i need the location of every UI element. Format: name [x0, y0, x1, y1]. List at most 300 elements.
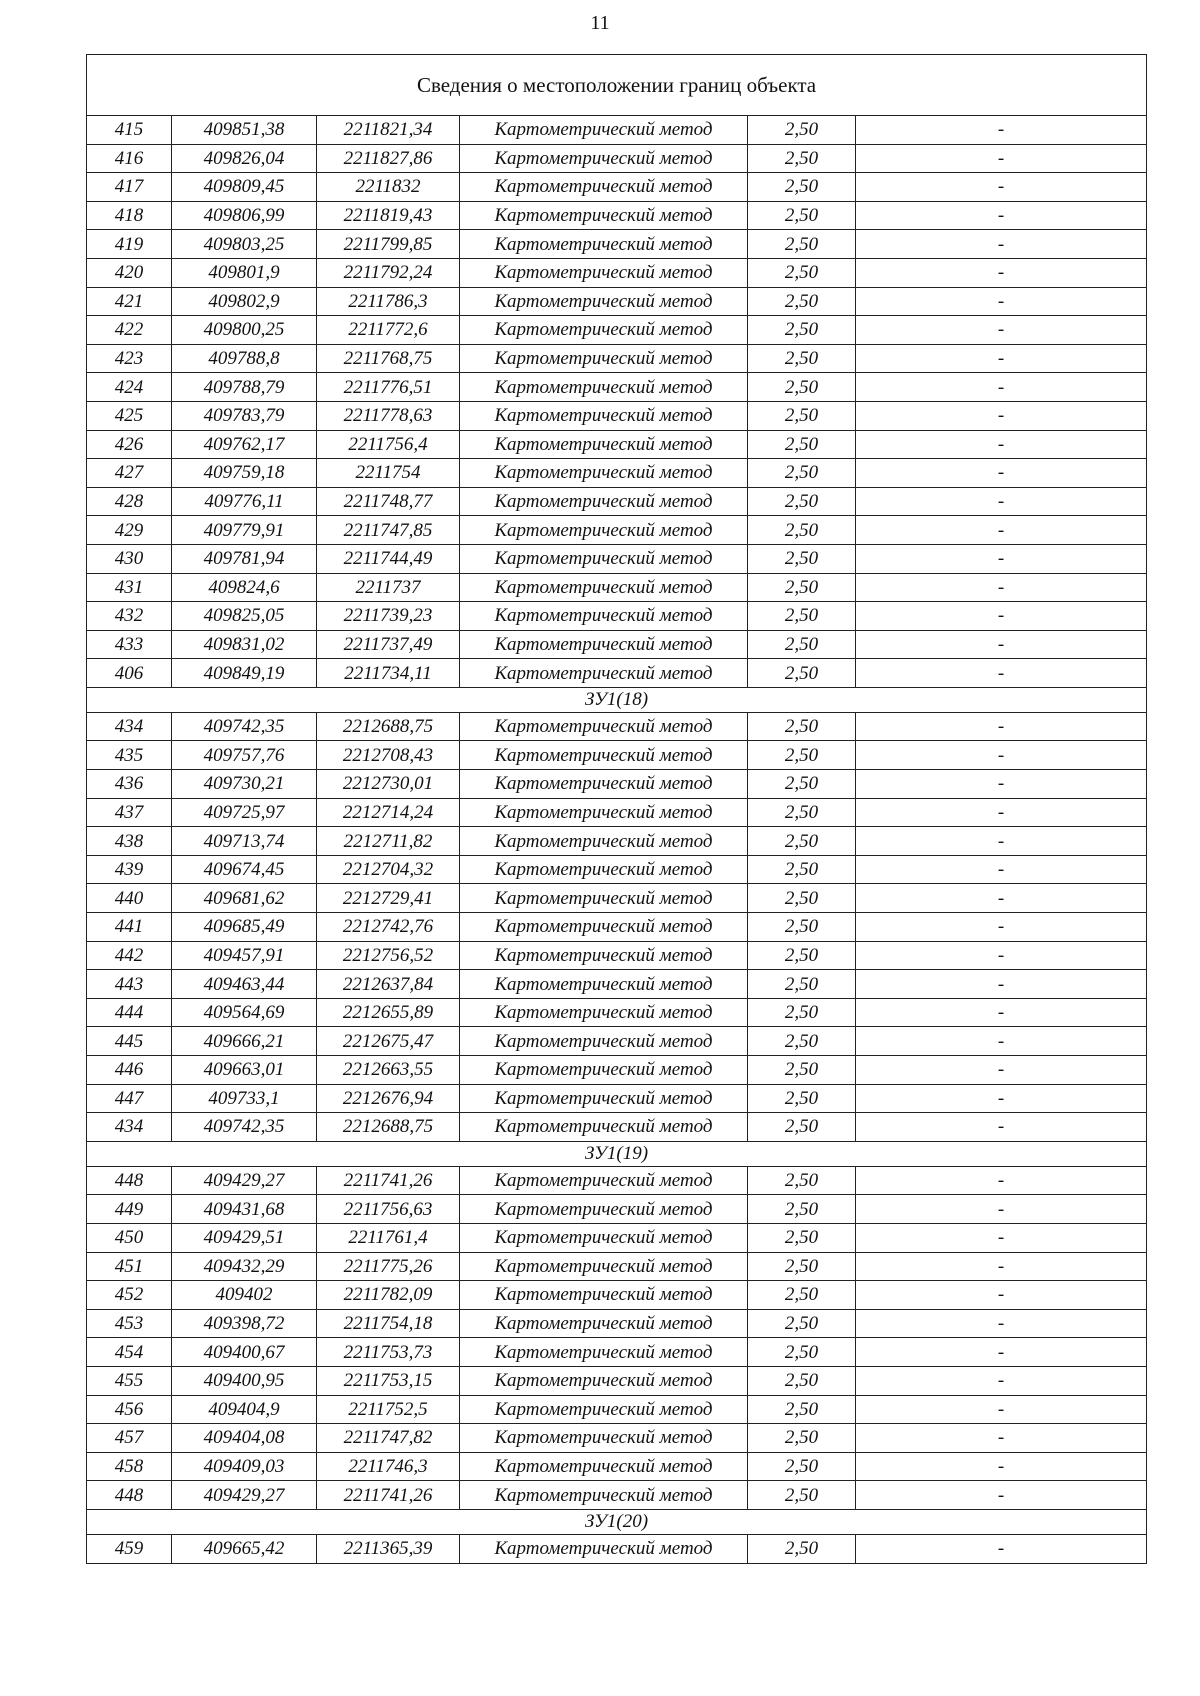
cell-method: Картометрический метод: [460, 770, 748, 799]
cell-point-number: 428: [87, 487, 172, 516]
cell-point-number: 443: [87, 970, 172, 999]
cell-accuracy: 2,50: [748, 516, 856, 545]
cell-method: Картометрический метод: [460, 998, 748, 1027]
cell-method: Картометрический метод: [460, 1534, 748, 1563]
table-row: [87, 884, 1147, 913]
table-row: [87, 1481, 1147, 1510]
cell-coordinate-y: 2212663,55: [317, 1056, 460, 1085]
table-row: [87, 544, 1147, 573]
cell-accuracy: 2,50: [748, 602, 856, 631]
table-row: [87, 1366, 1147, 1395]
cell-description: -: [856, 770, 1147, 799]
cell-accuracy: 2,50: [748, 401, 856, 430]
cell-coordinate-y: 2211747,85: [317, 516, 460, 545]
table-row: [87, 1252, 1147, 1281]
cell-method: Картометрический метод: [460, 1166, 748, 1195]
cell-coordinate-y: 2211821,34: [317, 116, 460, 145]
cell-accuracy: 2,50: [748, 1338, 856, 1367]
cell-point-number: 451: [87, 1252, 172, 1281]
cell-coordinate-y: 2211739,23: [317, 602, 460, 631]
cell-accuracy: 2,50: [748, 913, 856, 942]
table-row: [87, 712, 1147, 741]
cell-method: Картометрический метод: [460, 1424, 748, 1453]
cell-description: -: [856, 487, 1147, 516]
cell-coordinate-y: 2211761,4: [317, 1223, 460, 1252]
cell-point-number: 446: [87, 1056, 172, 1085]
cell-coordinate-x: 409849,19: [172, 659, 317, 688]
cell-point-number: 433: [87, 630, 172, 659]
cell-coordinate-y: 2211782,09: [317, 1281, 460, 1310]
cell-accuracy: 2,50: [748, 1395, 856, 1424]
cell-coordinate-y: 2212742,76: [317, 913, 460, 942]
cell-description: -: [856, 712, 1147, 741]
cell-coordinate-y: 2212688,75: [317, 712, 460, 741]
cell-description: -: [856, 798, 1147, 827]
cell-method: Картометрический метод: [460, 1481, 748, 1510]
cell-coordinate-y: 2211741,26: [317, 1166, 460, 1195]
cell-method: Картометрический метод: [460, 201, 748, 230]
cell-accuracy: 2,50: [748, 287, 856, 316]
cell-point-number: 453: [87, 1309, 172, 1338]
cell-description: -: [856, 1281, 1147, 1310]
cell-point-number: 441: [87, 913, 172, 942]
cell-description: -: [856, 459, 1147, 488]
table-row: [87, 116, 1147, 145]
cell-point-number: 454: [87, 1338, 172, 1367]
cell-method: Картометрический метод: [460, 630, 748, 659]
cell-accuracy: 2,50: [748, 1056, 856, 1085]
cell-method: Картометрический метод: [460, 1395, 748, 1424]
cell-coordinate-x: 409779,91: [172, 516, 317, 545]
cell-coordinate-x: 409730,21: [172, 770, 317, 799]
cell-method: Картометрический метод: [460, 884, 748, 913]
cell-method: Картометрический метод: [460, 258, 748, 287]
table-row: [87, 316, 1147, 345]
table-row: [87, 230, 1147, 259]
cell-point-number: 456: [87, 1395, 172, 1424]
cell-method: Картометрический метод: [460, 573, 748, 602]
cell-accuracy: 2,50: [748, 1481, 856, 1510]
cell-description: -: [856, 1084, 1147, 1113]
table-row: [87, 173, 1147, 202]
table-row: [87, 913, 1147, 942]
cell-method: Картометрический метод: [460, 602, 748, 631]
cell-method: Картометрический метод: [460, 516, 748, 545]
cell-method: Картометрический метод: [460, 970, 748, 999]
cell-coordinate-y: 2211778,63: [317, 401, 460, 430]
cell-point-number: 447: [87, 1084, 172, 1113]
cell-method: Картометрический метод: [460, 1084, 748, 1113]
cell-accuracy: 2,50: [748, 1366, 856, 1395]
cell-method: Картометрический метод: [460, 1281, 748, 1310]
cell-point-number: 452: [87, 1281, 172, 1310]
cell-method: Картометрический метод: [460, 1366, 748, 1395]
cell-coordinate-y: 2212729,41: [317, 884, 460, 913]
cell-description: -: [856, 201, 1147, 230]
cell-method: Картометрический метод: [460, 1309, 748, 1338]
table-row: [87, 659, 1147, 688]
cell-coordinate-y: 2212655,89: [317, 998, 460, 1027]
cell-coordinate-y: 2212675,47: [317, 1027, 460, 1056]
cell-description: -: [856, 344, 1147, 373]
table-row: [87, 741, 1147, 770]
cell-point-number: 427: [87, 459, 172, 488]
table-row: [87, 401, 1147, 430]
table-row: [87, 487, 1147, 516]
cell-method: Картометрический метод: [460, 1027, 748, 1056]
cell-method: Картометрический метод: [460, 430, 748, 459]
cell-point-number: 440: [87, 884, 172, 913]
cell-coordinate-x: 409463,44: [172, 970, 317, 999]
cell-coordinate-y: 2211754: [317, 459, 460, 488]
cell-coordinate-y: 2211827,86: [317, 144, 460, 173]
cell-description: -: [856, 827, 1147, 856]
cell-coordinate-y: 2211819,43: [317, 201, 460, 230]
cell-method: Картометрический метод: [460, 712, 748, 741]
cell-coordinate-x: 409824,6: [172, 573, 317, 602]
cell-accuracy: 2,50: [748, 373, 856, 402]
cell-description: -: [856, 1309, 1147, 1338]
cell-coordinate-y: 2211753,15: [317, 1366, 460, 1395]
cell-accuracy: 2,50: [748, 1309, 856, 1338]
cell-point-number: 422: [87, 316, 172, 345]
cell-coordinate-x: 409429,27: [172, 1166, 317, 1195]
table-row: [87, 970, 1147, 999]
cell-coordinate-x: 409404,08: [172, 1424, 317, 1453]
cell-coordinate-y: 2211753,73: [317, 1338, 460, 1367]
cell-coordinate-y: 2212714,24: [317, 798, 460, 827]
cell-coordinate-x: 409806,99: [172, 201, 317, 230]
section-label: ЗУ1(20): [87, 1509, 1147, 1534]
table-caption-row: [87, 55, 1147, 116]
cell-coordinate-y: 2211756,4: [317, 430, 460, 459]
cell-description: -: [856, 884, 1147, 913]
cell-coordinate-x: 409666,21: [172, 1027, 317, 1056]
cell-accuracy: 2,50: [748, 173, 856, 202]
cell-point-number: 425: [87, 401, 172, 430]
cell-accuracy: 2,50: [748, 1452, 856, 1481]
cell-accuracy: 2,50: [748, 1252, 856, 1281]
table-row: [87, 1281, 1147, 1310]
cell-coordinate-y: 2211775,26: [317, 1252, 460, 1281]
cell-coordinate-y: 2211792,24: [317, 258, 460, 287]
cell-coordinate-x: 409725,97: [172, 798, 317, 827]
table-row: [87, 770, 1147, 799]
cell-accuracy: 2,50: [748, 459, 856, 488]
cell-point-number: 416: [87, 144, 172, 173]
cell-accuracy: 2,50: [748, 1534, 856, 1563]
cell-description: -: [856, 602, 1147, 631]
cell-accuracy: 2,50: [748, 230, 856, 259]
cell-point-number: 436: [87, 770, 172, 799]
cell-description: -: [856, 373, 1147, 402]
table-row: [87, 630, 1147, 659]
cell-point-number: 458: [87, 1452, 172, 1481]
table-row: [87, 459, 1147, 488]
cell-accuracy: 2,50: [748, 430, 856, 459]
cell-coordinate-y: 2212730,01: [317, 770, 460, 799]
cell-method: Картометрический метод: [460, 941, 748, 970]
cell-coordinate-x: 409803,25: [172, 230, 317, 259]
cell-description: -: [856, 430, 1147, 459]
table-row: [87, 1195, 1147, 1224]
cell-coordinate-y: 2211365,39: [317, 1534, 460, 1563]
cell-accuracy: 2,50: [748, 1166, 856, 1195]
cell-point-number: 442: [87, 941, 172, 970]
cell-point-number: 429: [87, 516, 172, 545]
section-label: ЗУ1(19): [87, 1141, 1147, 1166]
section-row: [87, 687, 1147, 712]
table-row: [87, 287, 1147, 316]
cell-coordinate-x: 409788,8: [172, 344, 317, 373]
cell-accuracy: 2,50: [748, 659, 856, 688]
cell-point-number: 435: [87, 741, 172, 770]
table-row: [87, 1424, 1147, 1453]
cell-method: Картометрический метод: [460, 1338, 748, 1367]
cell-coordinate-y: 2212676,94: [317, 1084, 460, 1113]
cell-accuracy: 2,50: [748, 1195, 856, 1224]
cell-coordinate-y: 2211744,49: [317, 544, 460, 573]
cell-description: -: [856, 741, 1147, 770]
cell-description: -: [856, 573, 1147, 602]
cell-accuracy: 2,50: [748, 741, 856, 770]
table-row: [87, 1166, 1147, 1195]
cell-accuracy: 2,50: [748, 855, 856, 884]
cell-coordinate-x: 409776,11: [172, 487, 317, 516]
cell-accuracy: 2,50: [748, 573, 856, 602]
cell-method: Картометрический метод: [460, 344, 748, 373]
cell-method: Картометрический метод: [460, 230, 748, 259]
cell-accuracy: 2,50: [748, 1223, 856, 1252]
table-row: [87, 941, 1147, 970]
cell-coordinate-y: 2212688,75: [317, 1113, 460, 1142]
cell-description: -: [856, 913, 1147, 942]
cell-coordinate-y: 2211832: [317, 173, 460, 202]
cell-coordinate-x: 409429,27: [172, 1481, 317, 1510]
cell-description: -: [856, 1395, 1147, 1424]
cell-method: Картометрический метод: [460, 1195, 748, 1224]
table-row: [87, 430, 1147, 459]
boundary-coordinates-table: [86, 54, 1147, 1564]
cell-accuracy: 2,50: [748, 970, 856, 999]
cell-coordinate-y: 2211737,49: [317, 630, 460, 659]
cell-coordinate-x: 409398,72: [172, 1309, 317, 1338]
cell-method: Картометрический метод: [460, 316, 748, 345]
cell-accuracy: 2,50: [748, 998, 856, 1027]
cell-description: -: [856, 316, 1147, 345]
cell-coordinate-y: 2212704,32: [317, 855, 460, 884]
cell-point-number: 449: [87, 1195, 172, 1224]
table-row: [87, 1452, 1147, 1481]
cell-point-number: 444: [87, 998, 172, 1027]
cell-method: Картометрический метод: [460, 855, 748, 884]
table-row: [87, 855, 1147, 884]
cell-coordinate-y: 2211768,75: [317, 344, 460, 373]
cell-description: -: [856, 544, 1147, 573]
cell-description: -: [856, 1223, 1147, 1252]
cell-description: -: [856, 659, 1147, 688]
cell-coordinate-x: 409788,79: [172, 373, 317, 402]
cell-description: -: [856, 1166, 1147, 1195]
cell-point-number: 431: [87, 573, 172, 602]
cell-point-number: 434: [87, 712, 172, 741]
table-row: [87, 602, 1147, 631]
table-body: [87, 55, 1147, 1564]
cell-point-number: 423: [87, 344, 172, 373]
cell-point-number: 448: [87, 1166, 172, 1195]
cell-accuracy: 2,50: [748, 1027, 856, 1056]
cell-method: Картометрический метод: [460, 798, 748, 827]
cell-coordinate-x: 409404,9: [172, 1395, 317, 1424]
cell-point-number: 445: [87, 1027, 172, 1056]
cell-accuracy: 2,50: [748, 941, 856, 970]
cell-point-number: 426: [87, 430, 172, 459]
cell-accuracy: 2,50: [748, 116, 856, 145]
cell-point-number: 438: [87, 827, 172, 856]
cell-coordinate-x: 409825,05: [172, 602, 317, 631]
table-row: [87, 1338, 1147, 1367]
cell-description: -: [856, 1424, 1147, 1453]
cell-coordinate-y: 2211799,85: [317, 230, 460, 259]
cell-description: -: [856, 970, 1147, 999]
cell-accuracy: 2,50: [748, 884, 856, 913]
cell-description: -: [856, 173, 1147, 202]
cell-method: Картометрический метод: [460, 459, 748, 488]
cell-description: -: [856, 998, 1147, 1027]
table-row: [87, 1113, 1147, 1142]
cell-coordinate-y: 2211772,6: [317, 316, 460, 345]
cell-accuracy: 2,50: [748, 1084, 856, 1113]
cell-coordinate-x: 409457,91: [172, 941, 317, 970]
cell-point-number: 418: [87, 201, 172, 230]
cell-coordinate-x: 409781,94: [172, 544, 317, 573]
cell-coordinate-y: 2211747,82: [317, 1424, 460, 1453]
cell-coordinate-y: 2211741,26: [317, 1481, 460, 1510]
cell-method: Картометрический метод: [460, 544, 748, 573]
cell-coordinate-x: 409809,45: [172, 173, 317, 202]
page-number: 11: [590, 12, 610, 34]
cell-coordinate-x: 409851,38: [172, 116, 317, 145]
cell-coordinate-x: 409663,01: [172, 1056, 317, 1085]
cell-coordinate-x: 409826,04: [172, 144, 317, 173]
cell-accuracy: 2,50: [748, 316, 856, 345]
cell-description: -: [856, 1027, 1147, 1056]
cell-coordinate-x: 409681,62: [172, 884, 317, 913]
cell-method: Картометрический метод: [460, 1056, 748, 1085]
table-row: [87, 827, 1147, 856]
cell-coordinate-y: 2212637,84: [317, 970, 460, 999]
cell-coordinate-x: 409432,29: [172, 1252, 317, 1281]
cell-coordinate-x: 409831,02: [172, 630, 317, 659]
table-caption: Сведения о местоположении границ объекта: [87, 55, 1147, 116]
cell-coordinate-x: 409564,69: [172, 998, 317, 1027]
cell-method: Картометрический метод: [460, 287, 748, 316]
cell-coordinate-x: 409400,67: [172, 1338, 317, 1367]
cell-description: -: [856, 1534, 1147, 1563]
section-row: [87, 1141, 1147, 1166]
table-row: [87, 998, 1147, 1027]
cell-coordinate-x: 409429,51: [172, 1223, 317, 1252]
cell-point-number: 406: [87, 659, 172, 688]
table-row: [87, 1223, 1147, 1252]
cell-description: -: [856, 941, 1147, 970]
table-row: [87, 258, 1147, 287]
cell-description: -: [856, 144, 1147, 173]
cell-method: Картометрический метод: [460, 401, 748, 430]
cell-description: -: [856, 116, 1147, 145]
cell-method: Картометрический метод: [460, 1252, 748, 1281]
table-row: [87, 573, 1147, 602]
cell-coordinate-x: 409759,18: [172, 459, 317, 488]
cell-description: -: [856, 1452, 1147, 1481]
cell-point-number: 434: [87, 1113, 172, 1142]
section-label: ЗУ1(18): [87, 687, 1147, 712]
cell-coordinate-x: 409409,03: [172, 1452, 317, 1481]
table-row: [87, 1027, 1147, 1056]
cell-coordinate-y: 2211776,51: [317, 373, 460, 402]
cell-coordinate-x: 409801,9: [172, 258, 317, 287]
cell-point-number: 430: [87, 544, 172, 573]
cell-accuracy: 2,50: [748, 201, 856, 230]
cell-point-number: 448: [87, 1481, 172, 1510]
cell-coordinate-y: 2211754,18: [317, 1309, 460, 1338]
cell-point-number: 421: [87, 287, 172, 316]
cell-description: -: [856, 230, 1147, 259]
cell-coordinate-x: 409733,1: [172, 1084, 317, 1113]
cell-point-number: 417: [87, 173, 172, 202]
table-row: [87, 144, 1147, 173]
cell-accuracy: 2,50: [748, 544, 856, 573]
cell-accuracy: 2,50: [748, 630, 856, 659]
cell-accuracy: 2,50: [748, 144, 856, 173]
cell-coordinate-x: 409713,74: [172, 827, 317, 856]
cell-accuracy: 2,50: [748, 344, 856, 373]
table-row: [87, 201, 1147, 230]
cell-coordinate-x: 409400,95: [172, 1366, 317, 1395]
cell-coordinate-y: 2211746,3: [317, 1452, 460, 1481]
cell-description: -: [856, 287, 1147, 316]
cell-coordinate-x: 409674,45: [172, 855, 317, 884]
cell-coordinate-y: 2212756,52: [317, 941, 460, 970]
cell-coordinate-y: 2212711,82: [317, 827, 460, 856]
cell-description: -: [856, 1195, 1147, 1224]
cell-description: -: [856, 1056, 1147, 1085]
cell-method: Картометрический метод: [460, 373, 748, 402]
section-row: [87, 1509, 1147, 1534]
cell-coordinate-y: 2211734,11: [317, 659, 460, 688]
table-row: [87, 516, 1147, 545]
cell-point-number: 459: [87, 1534, 172, 1563]
cell-description: -: [856, 855, 1147, 884]
cell-point-number: 420: [87, 258, 172, 287]
table-row: [87, 798, 1147, 827]
cell-description: -: [856, 1252, 1147, 1281]
cell-coordinate-x: 409402: [172, 1281, 317, 1310]
cell-description: -: [856, 1338, 1147, 1367]
table-row: [87, 1534, 1147, 1563]
cell-method: Картометрический метод: [460, 116, 748, 145]
table-row: [87, 344, 1147, 373]
cell-accuracy: 2,50: [748, 1281, 856, 1310]
cell-coordinate-y: 2211737: [317, 573, 460, 602]
cell-method: Картометрический метод: [460, 487, 748, 516]
cell-accuracy: 2,50: [748, 487, 856, 516]
cell-description: -: [856, 1113, 1147, 1142]
cell-description: -: [856, 630, 1147, 659]
cell-coordinate-x: 409757,76: [172, 741, 317, 770]
cell-coordinate-x: 409431,68: [172, 1195, 317, 1224]
cell-coordinate-x: 409762,17: [172, 430, 317, 459]
